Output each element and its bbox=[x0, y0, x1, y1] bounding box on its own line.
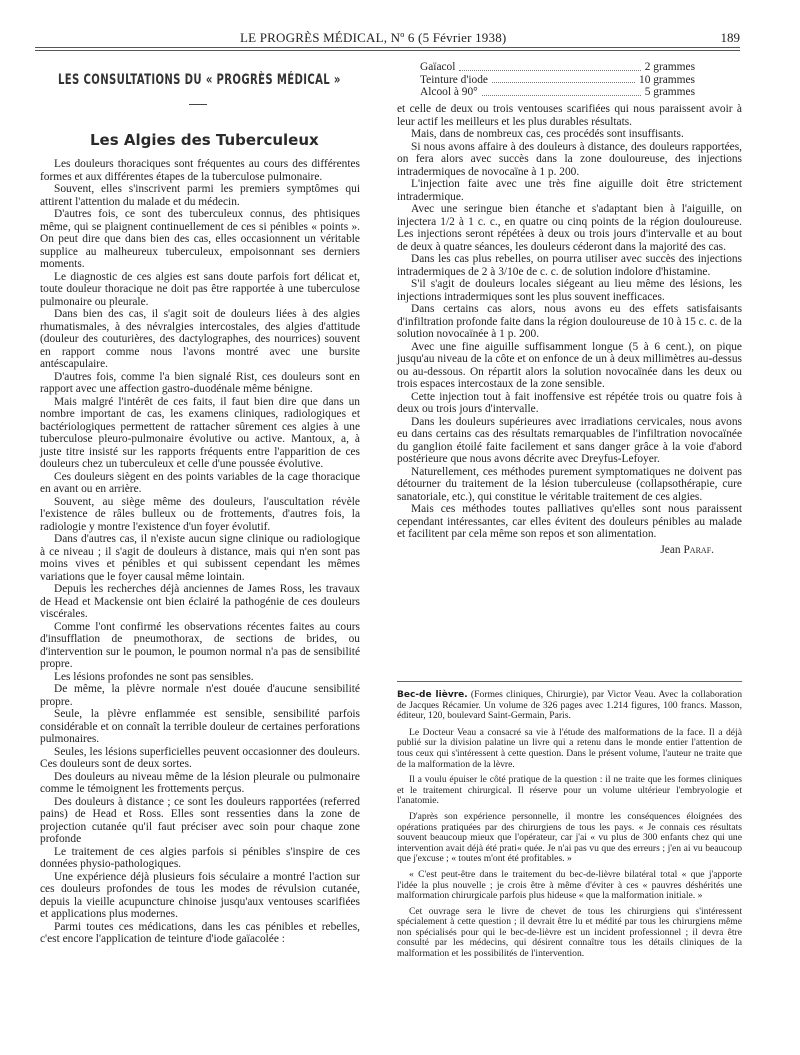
left-paragraph: De même, la plèvre normale n'est douée d'aucune sensibilité propre. bbox=[40, 683, 360, 708]
page-number: 189 bbox=[720, 30, 740, 45]
right-column bbox=[397, 103, 742, 556]
author-first-name: Jean bbox=[660, 543, 684, 556]
right-paragraph: Dans certains cas alors, nous avons eu des effets satisfaisants d'infiltration profonde faite dans la région douloureuse de 10 à 15 c. c. de la solution novocaïnée à 1 p. 200. bbox=[397, 303, 742, 340]
leader-dots bbox=[492, 74, 635, 84]
right-paragraph: Mais, dans de nombreux cas, ces procédés sont insuffisants. bbox=[411, 128, 684, 140]
right-paragraph: Mais ces méthodes toutes palliatives qu'elles sont nous paraissent cependant intéressantes, car elles évitent des douleurs pénibles au malade et facilitent par cela même son repos et son alimentation. bbox=[397, 503, 742, 540]
left-paragraph: Seules, les lésions superficielles peuvent occasionner des douleurs. Ces douleurs sont de deux sortes. bbox=[40, 745, 360, 770]
review-paragraph: « C'est peut-être dans le traitement du bec-de-lièvre bilatéral total « que j'apporte l'idée la plus nouvelle ; je crois être à même d'éviter à ces « pauvres déshérités une malformation chirurgicale parfois plus hideuse « que la malformation initiale. » bbox=[397, 868, 742, 902]
article-title: Les Algies des Tuberculeux bbox=[90, 131, 319, 149]
review-heading bbox=[397, 690, 742, 722]
left-paragraph: Ces douleurs siègent en des points variables de la cage thoracique en avant ou en arrière. bbox=[40, 470, 360, 495]
left-paragraph: Parmi toutes ces médications, dans les cas pénibles et rebelles, c'est encore l'application de teinture d'iode gaïacolée : bbox=[40, 920, 360, 945]
right-paragraph: Cette injection tout à fait inoffensive est répétée trois ou quatre fois à deux ou trois jours d'intervalle. bbox=[397, 390, 742, 415]
journal-header-title: LE PROGRÈS MÉDICAL, Nº 6 (5 Février 1938) bbox=[240, 30, 507, 45]
right-paragraph: Naturellement, ces méthodes purement symptomatiques ne doivent pas détourner du traitement de la lésion tuberculeuse (collapsothérapie, cure sanatoriale, etc.), qui constitue le véritable traitement de ces algies. bbox=[397, 465, 742, 503]
left-paragraph: Seule, la plèvre enflammée est sensible, sensibilité parfois considérable et on connaît la terrible douleur de certaines perforations pulmonaires. bbox=[40, 708, 360, 745]
left-paragraph: Souvent, au siège même des douleurs, l'auscultation révèle l'existence de râles bulleux ou de frottements, d'autres fois, la radiologie y montre l'existence d'un foyer évolutif. bbox=[40, 495, 360, 533]
review-paragraph: D'après son expérience personnelle, il montre les conséquences éloignées des opérations pratiquées par des chirurgiens de tous les pays. « Je connais ces résultats souvent beaucoup mieux que l'opérateur, car j'ai « vu plus de 300 enfants chez qui une intervention avait déjà été prati« quée. Je n'ai pas vu que des erreurs ; j'en ai vu beaucoup que j'excuse ; « toutes m'ont été profitables. » bbox=[397, 810, 742, 865]
right-paragraph: L'injection faite avec une très fine aiguille doit être strictement intradermique. bbox=[397, 178, 742, 203]
recipe-quantity: 2 grammes bbox=[644, 61, 695, 73]
left-paragraph: Dans d'autres cas, il n'existe aucun signe clinique ou radiologique à ce niveau ; il s'agit de douleurs à distance, mais qui n'en sont pas moins vives et pénibles et qui subissent cependant les mêmes variations que le foyer causal même lointain. bbox=[40, 533, 360, 583]
left-paragraph: D'autres fois, ce sont des tuberculeux connus, des phtisiques même, qui se plaignent continuellement de ces si pénibles « points ». On peut dire que dans bien des cas, elles occasionnent un véritable supplice au malheureux tuberculeux, empoisonnant ses derniers moments. bbox=[40, 208, 360, 270]
left-paragraph: Le traitement de ces algies parfois si pénibles s'inspire de ces données physio-pathologiques. bbox=[40, 845, 360, 870]
right-paragraph: et celle de deux ou trois ventouses scarifiées qui nous paraissent avoir à leur actif les meilleurs et les plus durables résultats. bbox=[397, 103, 742, 128]
right-paragraph: Dans les cas plus rebelles, on pourra utiliser avec succès des injections intradermiques de 2 à 3/10e de c. c. de solution indolore d'histamine. bbox=[397, 253, 742, 278]
author-last-name: Paraf. bbox=[683, 543, 714, 556]
left-paragraph: Dans bien des cas, il s'agit soit de douleurs liées à des algies rhumatismales, à des névralgies intercostales, des algies d'attitude (douleur des couturières, des dactylographes, des nourrices) souvent en rapport comme nous l'avons montré avec une bursite antéscapulaire. bbox=[40, 308, 360, 370]
running-header bbox=[35, 30, 740, 48]
right-paragraph: Avec une seringue bien étanche et s'adaptant bien à l'aiguille, on injectera 1/2 à 1 c. c., en quatre ou cinq points de la région douloureuse. Les injections seront répétées à deux ou trois jours d'intervalle et au bout de deux à quatre séances, les douleurs céderont dans la majorité des cas. bbox=[397, 203, 742, 253]
author-signature bbox=[397, 544, 742, 557]
right-paragraph: Avec une fine aiguille suffisamment longue (5 à 6 cent.), on pique jusqu'au niveau de la côte et on enfonce de un à deux millimètres au-dessus ou au-dessous. On répartit alors la solution novocaïnée dans les deux ou trois espaces intercostaux de la zone sensible. bbox=[397, 340, 742, 390]
review-paragraph: Il a voulu épuiser le côté pratique de la question : il ne traite que les formes cliniques et le traitement chirurgical. Il réserve pour un volume ultérieur l'embryologie et l'anatomie. bbox=[397, 774, 742, 807]
left-paragraph: Depuis les recherches déjà anciennes de James Ross, les travaux de Head et Mackensie ont bien éclairé la pathogénie de ces douleurs viscérales. bbox=[40, 583, 360, 620]
left-paragraph: Des douleurs à distance ; ce sont les douleurs rapportées (referred pains) de Head et Ross. Elles sont ressenties dans la zone de projection cutanée qu'il faut préciser avec soin pour chaque zone profonde bbox=[40, 795, 360, 845]
review-paragraph: Cet ouvrage sera le livre de chevet de tous les chirurgiens qui s'intéressent spécialement à cette question ; il devrait être lu et médité par tous les chirurgiens même non spécialisés pour qui le bec-de-lièvre est un incident professionnel ; il devra être consulté par les médecins, qui désirent connaître tous les détails cliniques de la malformation et les possibilités de l'intervention. bbox=[397, 905, 742, 960]
review-heading-text: (Formes cliniques, Chirurgie), par Victor Veau. Avec la collaboration de Jacques Récamier. Un volume de 326 pages avec 1.214 figures, 100 francs. Masson, éditeur, 120, boulevard Saint-Germain, Paris. bbox=[397, 689, 742, 722]
right-paragraph: Dans les douleurs supérieures avec irradiations cervicales, nous avons eu dans certains cas des résultats remarquables de l'infiltration novocaïnée du ganglion étoilé faite facilement et sans danger grâce à la voie d'abord postérieure que nous avons décrite avec Dreyfus-Lefoyer. bbox=[397, 415, 742, 465]
left-paragraph: Des douleurs au niveau même de la lésion pleurale ou pulmonaire comme le témoignent les frottements perçus. bbox=[40, 770, 360, 795]
recipe-quantity: 10 grammes bbox=[639, 73, 695, 86]
review-divider bbox=[397, 681, 742, 682]
left-paragraph: D'autres fois, comme l'a bien signalé Rist, ces douleurs sont en rapport avec une affection gastro-duodénale même bénigne. bbox=[40, 370, 360, 395]
left-paragraph: Une expérience déjà plusieurs fois séculaire a montré l'action sur ces douleurs profondes de tous les modes de révulsion cutanée, depuis la vieille acupuncture chinoise jusqu'aux ventouses scarifiées et applications plus modernes. bbox=[40, 870, 360, 920]
recipe-row bbox=[420, 74, 695, 87]
book-review bbox=[397, 690, 742, 960]
recipe-list bbox=[420, 61, 695, 99]
left-paragraph: Mais malgré l'intérêt de ces faits, il faut bien dire que dans un nombre important de cas, les examens cliniques, radiologiques et bactériologiques permettent de rattacher sûrement ces algies à une tuberculose pleuro-pulmonaire évolutive ou active. Mantoux, a, à juste titre insisté sur les rapports fréquents entre l'apparition de ces douleurs chez un tuberculeux et celle d'une poussée évolutive. bbox=[40, 395, 360, 470]
recipe-row bbox=[420, 86, 695, 99]
recipe-row bbox=[420, 61, 695, 74]
left-paragraph: Comme l'ont confirmé les observations récentes faites au cours d'insufflation de pneumothorax, de sections de brides, ou d'intervention sur le poumon, le poumon normal n'a pas de sensibilité propre. bbox=[40, 620, 360, 670]
recipe-ingredient: Alcool à 90° bbox=[420, 86, 478, 98]
leader-dots bbox=[459, 61, 640, 71]
left-paragraph: Les lésions profondes ne sont pas sensibles. bbox=[54, 670, 254, 683]
header-rule bbox=[35, 47, 740, 48]
right-paragraph: Si nous avons affaire à des douleurs à distance, des douleurs rapportées, on fera alors avec succès dans la zone douloureuse, des injections intradermiques de novocaïne à 1 p. 200. bbox=[397, 140, 742, 178]
leader-dots bbox=[482, 86, 641, 96]
left-paragraph: Le diagnostic de ces algies est sans doute parfois fort délicat et, toute douleur thoracique ne doit pas être rapportée à une tuberculose pulmonaire ou pleurale. bbox=[40, 270, 360, 308]
right-paragraph: S'il s'agit de douleurs locales siégeant au lieu même des lésions, les injections intradermiques sont les plus souvent inefficaces. bbox=[397, 278, 742, 303]
left-column bbox=[40, 158, 360, 946]
left-paragraph: Les douleurs thoraciques sont fréquentes au cours des différentes formes et aux différentes étapes de la tuberculose pulmonaire. bbox=[40, 158, 360, 183]
review-paragraph: Le Docteur Veau a consacré sa vie à l'étude des malformations de la face. Il a déjà publié sur la division palatine un livre qui a retenu dans le monde entier l'attention de tous ceux qui s'intéressent à cette question. Dans le présent volume, l'auteur ne traite que de la malformation de la lèvre. bbox=[397, 726, 742, 770]
recipe-ingredient: Gaïacol bbox=[420, 61, 456, 73]
left-paragraph: Souvent, elles s'inscrivent parmi les premiers symptômes qui attirent l'attention du malade et du médecin. bbox=[40, 183, 360, 208]
section-divider bbox=[189, 104, 207, 105]
review-lead: Bec-de lièvre. bbox=[397, 690, 468, 700]
header-rule-double bbox=[35, 50, 740, 51]
section-title: LES CONSULTATIONS DU « PROGRÈS MÉDICAL » bbox=[58, 72, 341, 88]
recipe-quantity: 5 grammes bbox=[644, 86, 695, 98]
recipe-ingredient: Teinture d'iode bbox=[420, 73, 488, 86]
